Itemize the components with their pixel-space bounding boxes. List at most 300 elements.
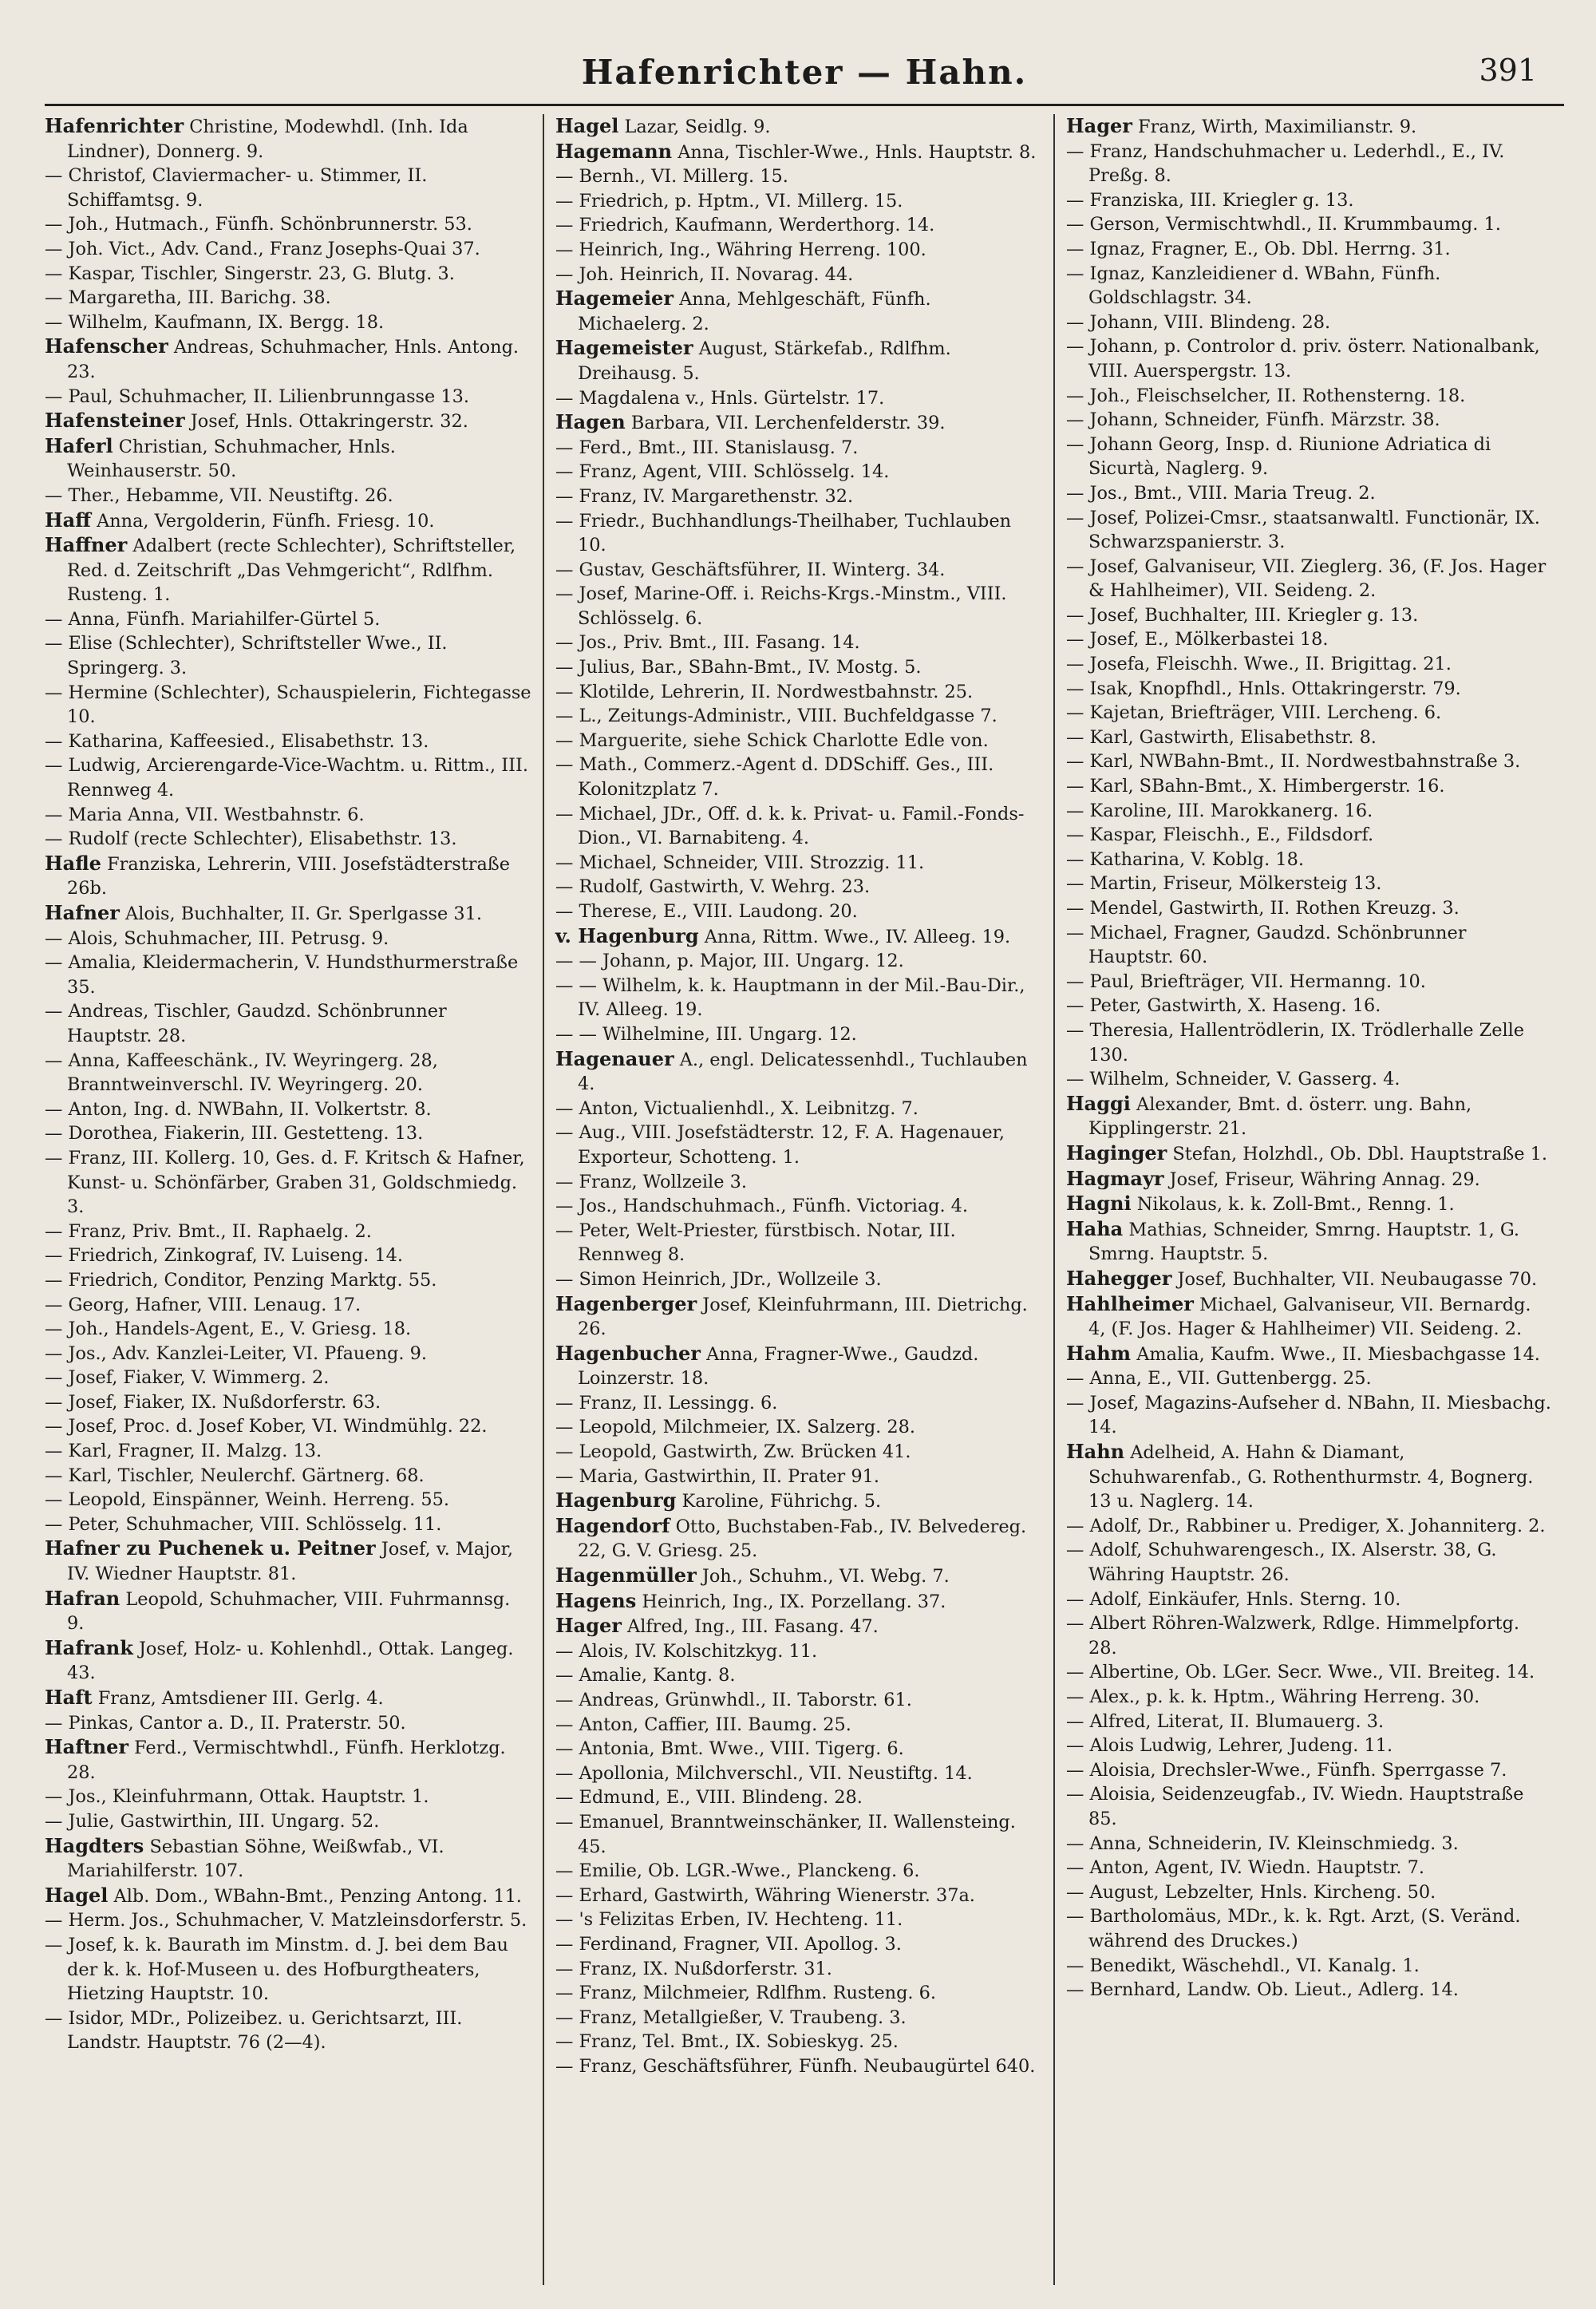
entry-text: — Isidor, MDr., Polizeibez. u. Gerichtsarzt, III. Landstr. Hauptstr. 76 (2—4). xyxy=(45,2007,463,2054)
entry-text: — Maria, Gastwirthin, II. Prater 91. xyxy=(555,1465,879,1487)
directory-entry xyxy=(45,1414,531,1439)
directory-entry xyxy=(555,899,1042,924)
directory-entry xyxy=(45,262,531,287)
entry-text: — L., Zeitungs-Administr., VIII. Buchfeldgasse 7. xyxy=(555,706,998,727)
directory-entry xyxy=(45,1146,531,1220)
entry-text: — Karl, NWBahn-Bmt., II. Nordwestbahnstraße 3. xyxy=(1066,751,1521,773)
directory-entry xyxy=(555,1465,1042,1489)
entry-text: — Ferdinand, Fragner, VII. Apollog. 3. xyxy=(555,1933,902,1955)
entry-text: — Math., Commerz.-Agent d. DDSchiff. Ges., III. Kolonitzplatz 7. xyxy=(555,754,994,801)
directory-entry xyxy=(555,1884,1042,1908)
entry-text: — Josefa, Fleischh. Wwe., II. Brigittag. 21. xyxy=(1066,654,1452,675)
entry-text: — Adolf, Schuhwarengesch., IX. Alserstr. 38, G. Währing Hauptstr. 26. xyxy=(1066,1540,1497,1586)
directory-entry xyxy=(45,385,531,409)
entry-surname: Haffner xyxy=(45,533,128,557)
entry-text: — Paul, Briefträger, VII. Hermanng. 10. xyxy=(1066,971,1426,992)
entry-surname: Hafenrichter xyxy=(45,114,184,137)
entry-text: — Dorothea, Fiakerin, III. Gestetteng. 13. xyxy=(45,1123,424,1145)
entry-text: — Friedrich, Conditor, Penzing Marktg. 55. xyxy=(45,1269,437,1291)
entry-text: — Bernhard, Landw. Ob. Lieut., Adlerg. 14. xyxy=(1066,1979,1459,2001)
entry-text: — Bernh., VI. Millerg. 15. xyxy=(555,166,788,188)
entry-text: — Franz, Metallgießer, V. Traubeng. 3. xyxy=(555,2007,907,2028)
entry-surname: Hagemann xyxy=(555,139,673,163)
column-left xyxy=(45,114,543,2285)
directory-entry xyxy=(45,927,531,951)
directory-entry xyxy=(1066,506,1553,555)
directory-entry xyxy=(555,2006,1042,2030)
directory-entry xyxy=(1066,726,1553,750)
directory-entry xyxy=(1066,627,1553,652)
entry-surname: Hafenscher xyxy=(45,334,168,358)
entry-text: — Hermine (Schlechter), Schauspielerin, Fichtegasse 10. xyxy=(45,682,531,728)
directory-entry xyxy=(1066,1954,1553,1979)
entry-text: — Friedr., Buchhandlungs-Theilhaber, Tuchlauben 10. xyxy=(555,510,1012,556)
directory-entry xyxy=(1066,921,1553,970)
entry-surname: Haggi xyxy=(1066,1091,1131,1115)
directory-entry xyxy=(1066,1685,1553,1710)
directory-entry xyxy=(1066,1342,1553,1367)
entry-text: Otto, Buchstaben-Fab., IV. Belvedereg. 22, G. V. Griesg. 25. xyxy=(578,1516,1027,1562)
entry-text: — August, Lebzelter, Hnls. Kircheng. 50. xyxy=(1066,1881,1436,1903)
directory-entry xyxy=(45,1317,531,1342)
entry-text: Amalia, Kaufm. Wwe., II. Miesbachgasse 14. xyxy=(1136,1343,1540,1365)
directory-entry xyxy=(45,1785,531,1809)
directory-entry xyxy=(1066,774,1553,799)
entry-text: — Adolf, Einkäufer, Hnls. Sterng. 10. xyxy=(1066,1588,1401,1610)
entry-text: — Franz, IX. Nußdorferstr. 31. xyxy=(555,1958,832,1979)
entry-text: Barbara, VII. Lerchenfelderstr. 39. xyxy=(630,413,946,434)
entry-text: — Antonia, Bmt. Wwe., VIII. Tigerg. 6. xyxy=(555,1738,904,1760)
entry-text: — Anna, Kaffeeschänk., IV. Weyringerg. 28, Branntweinverschl. IV. Weyringerg. 20. xyxy=(45,1050,438,1096)
entry-text: — Franz, Agent, VIII. Schlösselg. 14. xyxy=(555,461,890,483)
directory-entry xyxy=(555,410,1042,436)
directory-entry xyxy=(1066,1782,1553,1831)
entry-text: — Franz, Tel. Bmt., IX. Sobieskyg. 25. xyxy=(555,2031,899,2053)
entry-text: — Anton, Ing. d. NWBahn, II. Volkertstr. 8. xyxy=(45,1098,432,1120)
directory-entry xyxy=(555,1440,1042,1465)
directory-entry xyxy=(555,1589,1042,1615)
directory-entry xyxy=(45,1636,531,1686)
directory-entry xyxy=(45,2007,531,2055)
directory-entry xyxy=(1066,823,1553,848)
entry-text: Franz, Amtsdiener III. Gerlg. 4. xyxy=(97,1688,384,1709)
directory-entry xyxy=(1066,1366,1553,1391)
directory-entry xyxy=(555,114,1042,140)
directory-entry xyxy=(1066,310,1553,335)
entry-text: — Bartholomäus, MDr., k. k. Rgt. Arzt, (S. Veränd. während des Druckes.) xyxy=(1066,1906,1521,1951)
directory-entry xyxy=(45,310,531,335)
directory-entry xyxy=(1066,262,1553,310)
directory-entry xyxy=(555,1267,1042,1292)
entry-text: — Josef, Polizei-Cmsr., staatsanwaltl. Functionär, IX. Schwarzspanierstr. 3. xyxy=(1066,507,1540,553)
directory-entry xyxy=(555,1342,1042,1391)
entry-surname: Hafle xyxy=(45,851,101,875)
entry-text: Sebastian Söhne, Weißwfab., VI. Mariahilferstr. 107. xyxy=(67,1836,444,1882)
directory-entry xyxy=(555,509,1042,558)
entry-text: — Simon Heinrich, JDr., Wollzeile 3. xyxy=(555,1268,882,1290)
directory-entry xyxy=(1066,1710,1553,1734)
entry-text: — Magdalena v., Hnls. Gürtelstr. 17. xyxy=(555,387,885,409)
entry-text: — Friedrich, p. Hptm., VI. Millerg. 15. xyxy=(555,190,903,212)
directory-entry xyxy=(45,1809,531,1834)
directory-entry xyxy=(45,164,531,212)
entry-surname: Hagenbucher xyxy=(555,1341,701,1365)
entry-text: — Josef, Fiaker, IX. Nußdorferstr. 63. xyxy=(45,1391,381,1413)
directory-entry xyxy=(555,2030,1042,2054)
directory-entry xyxy=(45,1293,531,1318)
entry-text: — Joh., Handels-Agent, E., V. Griesg. 18. xyxy=(45,1319,412,1340)
directory-entry xyxy=(555,1639,1042,1664)
entry-text: Joh., Schuhm., VI. Webg. 7. xyxy=(701,1566,950,1587)
entry-text: — Paul, Schuhmacher, II. Lilienbrunngasse 13. xyxy=(45,385,470,407)
entry-text: Alexander, Bmt. d. österr. ung. Bahn, Kipplingerstr. 21. xyxy=(1088,1093,1472,1140)
directory-entry xyxy=(555,1121,1042,1169)
directory-entry xyxy=(45,681,531,729)
directory-entry xyxy=(45,1884,531,1909)
entry-text: — Josef, E., Mölkerbastei 18. xyxy=(1066,629,1329,650)
entry-text: Andreas, Schuhmacher, Hnls. Antong. 23. xyxy=(67,337,519,382)
directory-entry xyxy=(1066,1514,1553,1539)
directory-entry xyxy=(1066,1856,1553,1880)
directory-entry xyxy=(555,851,1042,876)
directory-entry xyxy=(555,1194,1042,1219)
directory-entry xyxy=(1066,1391,1553,1440)
entry-text: — Emilie, Ob. LGR.-Wwe., Planckeng. 6. xyxy=(555,1860,920,1882)
page-title: Hafenrichter — Hahn. xyxy=(581,53,1028,92)
entry-text: — Ignaz, Fragner, E., Ob. Dbl. Herrng. 31. xyxy=(1066,238,1451,259)
directory-entry xyxy=(555,189,1042,214)
directory-entry xyxy=(1066,1611,1553,1660)
entry-surname: Hafran xyxy=(45,1586,120,1610)
entry-surname: Haff xyxy=(45,508,91,532)
entry-text: — Jos., Adv. Kanzlei-Leiter, VI. Pfaueng. 9. xyxy=(45,1342,427,1364)
entry-text: — Alois Ludwig, Lehrer, Judeng. 11. xyxy=(1066,1735,1393,1757)
directory-entry xyxy=(555,1663,1042,1688)
entry-surname: Hagenburg xyxy=(555,1489,677,1512)
entry-text: — Jos., Kleinfuhrmann, Ottak. Hauptstr. 1. xyxy=(45,1786,429,1808)
entry-text: — Aug., VIII. Josefstädterstr. 12, F. A. Hagenauer, Exporteur, Schotteng. 1. xyxy=(555,1122,1005,1168)
entry-text: — Georg, Hafner, VIII. Lenaug. 17. xyxy=(45,1294,361,1315)
entry-text: Josef, v. Major, IV. Wiedner Hauptstr. 81. xyxy=(67,1539,513,1585)
directory-entry xyxy=(45,1735,531,1785)
directory-entry xyxy=(45,607,531,632)
directory-entry xyxy=(1066,896,1553,921)
entry-text: — Karoline, III. Marokkanerg. 16. xyxy=(1066,800,1373,821)
entry-text: Mathias, Schneider, Smrng. Hauptstr. 1, G. Smrng. Hauptstr. 5. xyxy=(1088,1219,1520,1265)
directory-entry xyxy=(45,1464,531,1489)
entry-surname: Hagendorf xyxy=(555,1513,670,1537)
entry-text: — Johann, Schneider, Fünfh. Märzstr. 38. xyxy=(1066,409,1440,431)
directory-entry xyxy=(1066,603,1553,628)
directory-entry xyxy=(45,729,531,754)
entry-text: — Mendel, Gastwirth, II. Rothen Kreuzg. 3. xyxy=(1066,898,1460,919)
entry-surname: v. Hagenburg xyxy=(555,923,699,947)
entry-text: Christian, Schuhmacher, Hnls. Weinhauserstr. 50. xyxy=(67,436,396,482)
entry-text: — Friedrich, Zinkograf, IV. Luiseng. 14. xyxy=(45,1245,403,1267)
directory-entry xyxy=(45,1488,531,1512)
directory-entry xyxy=(555,386,1042,411)
entry-surname: Hager xyxy=(1066,114,1132,137)
entry-text: — Jos., Priv. Bmt., III. Fasang. 14. xyxy=(555,632,860,654)
entry-text: — Rudolf, Gastwirth, V. Wehrg. 23. xyxy=(555,876,871,898)
entry-text: Anna, Rittm. Wwe., IV. Alleeg. 19. xyxy=(704,926,1011,947)
directory-entry xyxy=(1066,237,1553,262)
entry-text: — Leopold, Milchmeier, IX. Salzerg. 28. xyxy=(555,1417,916,1438)
entry-text: — Gustav, Geschäftsführer, II. Winterg. 34. xyxy=(555,559,946,580)
entry-text: — Martin, Friseur, Mölkersteig 13. xyxy=(1066,873,1382,895)
entry-text: Stefan, Holzhdl., Ob. Dbl. Hauptstraße 1. xyxy=(1172,1143,1547,1164)
directory-entry xyxy=(45,901,531,927)
entry-surname: Hagenberger xyxy=(555,1291,697,1315)
directory-entry xyxy=(1066,140,1553,188)
entry-text: — Ludwig, Arcierengarde-Vice-Wachtm. u. Rittm., III. Rennweg 4. xyxy=(45,755,528,801)
directory-entry xyxy=(1066,1217,1553,1267)
directory-entry xyxy=(45,484,531,508)
directory-entry xyxy=(45,1366,531,1390)
entry-surname: Hagni xyxy=(1066,1192,1132,1216)
directory-entry xyxy=(45,1342,531,1366)
directory-entry xyxy=(555,164,1042,189)
directory-entry xyxy=(555,1047,1042,1097)
entry-text: A., engl. Delicatessenhdl., Tuchlauben 4. xyxy=(578,1049,1028,1095)
entry-text: — Franz, Priv. Bmt., II. Raphaelg. 2. xyxy=(45,1220,372,1242)
entry-text: — Maria Anna, VII. Westbahnstr. 6. xyxy=(45,804,365,825)
directory-entry xyxy=(555,582,1042,631)
entry-text: — Christof, Claviermacher- u. Stimmer, II. Schiffamtsg. 9. xyxy=(45,165,428,211)
directory-entry xyxy=(45,1908,531,1933)
entry-text: — Karl, Gastwirth, Elisabethstr. 8. xyxy=(1066,726,1377,748)
entry-text: — Joh., Hutmach., Fünfh. Schönbrunnerstr. 53. xyxy=(45,214,472,235)
directory-entry xyxy=(1066,970,1553,994)
entry-text: — Aloisia, Seidenzeugfab., IV. Wiedn. Hauptstraße 85. xyxy=(1066,1784,1524,1829)
entry-text: — Peter, Welt-Priester, fürstbisch. Notar, III. Rennweg 8. xyxy=(555,1220,956,1266)
entry-text: — Leopold, Einspänner, Weinh. Herreng. 55. xyxy=(45,1489,450,1511)
entry-surname: Hagenmüller xyxy=(555,1564,697,1587)
entry-text: — Joh. Vict., Adv. Cand., Franz Josephs-Quai 37. xyxy=(45,238,480,259)
directory-entry xyxy=(45,852,531,901)
columns-container xyxy=(45,114,1564,2285)
directory-entry xyxy=(45,1512,531,1537)
directory-entry xyxy=(555,1292,1042,1342)
entry-text: Michael, Galvaniseur, VII. Bernardg. 4, (F. Jos. Hager & Hahlheimer) VII. Seideng. 2. xyxy=(1088,1294,1531,1340)
entry-text: — Andreas, Tischler, Gaudzd. Schönbrunner Hauptstr. 28. xyxy=(45,1001,447,1046)
directory-entry xyxy=(1066,1880,1553,1905)
directory-entry xyxy=(45,1834,531,1884)
directory-entry xyxy=(45,1243,531,1268)
entry-text: Adelheid, A. Hahn & Diamant, Schuhwarenfab., G. Rothenthurmstr. 4, Bognerg. 13 u. Naglerg. 14. xyxy=(1088,1442,1534,1512)
entry-text: — Josef, Marine-Off. i. Reichs-Krgs.-Minstm., VIII. Schlösselg. 6. xyxy=(555,583,1007,629)
directory-entry xyxy=(1066,433,1553,481)
entry-text: — Pinkas, Cantor a. D., II. Praterstr. 50. xyxy=(45,1712,406,1734)
entry-text: — Alex., p. k. k. Hptm., Währing Herreng. 30. xyxy=(1066,1686,1480,1707)
entry-text: Josef, Kleinfuhrmann, III. Dietrichg. 26. xyxy=(578,1294,1028,1340)
directory-entry xyxy=(555,140,1042,165)
entry-text: Josef, Friseur, Währing Annag. 29. xyxy=(1169,1168,1480,1190)
entry-text: — Franz, III. Kollerg. 10, Ges. d. F. Kritsch & Hafner, Kunst- u. Schönfärber, Graben 31, Goldschmiedg. 3. xyxy=(45,1147,525,1218)
directory-entry xyxy=(555,680,1042,705)
directory-entry xyxy=(555,974,1042,1022)
directory-entry xyxy=(555,1022,1042,1047)
entry-surname: Hagdters xyxy=(45,1833,144,1857)
entry-text: Christine, Modewhdl. (Inh. Ida Lindner), Donnerg. 9. xyxy=(67,117,468,162)
entry-text: — Josef, Galvaniseur, VII. Zieglerg. 36, (F. Jos. Hager & Hahlheimer), VII. Seideng. 2. xyxy=(1066,556,1547,602)
entry-surname: Hagemeier xyxy=(555,287,674,310)
entry-text: — Franziska, III. Kriegler g. 13. xyxy=(1066,189,1354,211)
entry-text: — Michael, Fragner, Gaudzd. Schönbrunner Hauptstr. 60. xyxy=(1066,922,1467,968)
directory-entry xyxy=(1066,1067,1553,1092)
directory-entry xyxy=(45,334,531,384)
directory-entry xyxy=(555,558,1042,583)
entry-text: Heinrich, Ing., IX. Porzellang. 37. xyxy=(642,1591,946,1612)
entry-surname: Hagen xyxy=(555,410,626,434)
entry-text: — Emanuel, Branntweinschänker, II. Wallensteing. 45. xyxy=(555,1811,1016,1857)
entry-text: Anna, Tischler-Wwe., Hnls. Hauptstr. 8. xyxy=(678,141,1037,163)
entry-surname: Hagenauer xyxy=(555,1046,674,1070)
directory-entry xyxy=(1066,1758,1553,1783)
entry-text: — Alois, Schuhmacher, III. Petrusg. 9. xyxy=(45,927,389,949)
entry-text: — Franz, II. Lessingg. 6. xyxy=(555,1392,778,1413)
entry-text: — Herm. Jos., Schuhmacher, V. Matzleinsdorferstr. 5. xyxy=(45,1910,527,1931)
entry-text: — Amalie, Kantg. 8. xyxy=(555,1665,736,1686)
directory-entry xyxy=(45,753,531,802)
directory-entry xyxy=(555,1219,1042,1267)
entry-text: — Therese, E., VIII. Laudong. 20. xyxy=(555,901,858,922)
directory-entry xyxy=(1066,799,1553,824)
directory-entry xyxy=(45,1711,531,1736)
entry-text: — Margaretha, III. Barichg. 38. xyxy=(45,287,331,309)
directory-entry xyxy=(1066,1092,1553,1141)
directory-entry xyxy=(45,631,531,680)
directory-entry xyxy=(555,1097,1042,1121)
entry-text: August, Stärkefab., Rdlfhm. Dreihausg. 5. xyxy=(578,338,951,384)
entry-text: — Jos., Handschuhmach., Fünfh. Victoriag. 4. xyxy=(555,1196,969,1217)
directory-entry xyxy=(1066,1904,1553,1953)
directory-entry xyxy=(555,1859,1042,1884)
entry-surname: Haft xyxy=(45,1686,93,1709)
directory-entry xyxy=(555,753,1042,801)
entry-text: — 's Felizitas Erben, IV. Hechteng. 11. xyxy=(555,1909,903,1931)
directory-entry xyxy=(45,1686,531,1711)
entry-surname: Hafner zu Puchenek u. Peitner xyxy=(45,1536,376,1560)
directory-entry xyxy=(555,1737,1042,1761)
directory-entry xyxy=(1066,1832,1553,1856)
directory-entry xyxy=(1066,1660,1553,1685)
directory-entry xyxy=(1066,1587,1553,1612)
entry-text: — Elise (Schlechter), Schriftsteller Wwe., II. Springerg. 3. xyxy=(45,633,448,679)
entry-text: Alois, Buchhalter, II. Gr. Sperlgasse 31. xyxy=(125,903,482,924)
entry-surname: Hafrank xyxy=(45,1635,133,1659)
directory-entry xyxy=(45,1439,531,1464)
entry-surname: Hagel xyxy=(45,1883,109,1907)
entry-text: — Franz, Wollzeile 3. xyxy=(555,1171,747,1192)
entry-text: Josef, Hnls. Ottakringerstr. 32. xyxy=(190,411,468,433)
directory-entry xyxy=(1066,408,1553,433)
directory-entry xyxy=(555,1564,1042,1589)
entry-text: Karoline, Führichg. 5. xyxy=(681,1491,882,1512)
entry-text: — Ther., Hebamme, VII. Neustiftg. 26. xyxy=(45,484,393,506)
entry-text: — Anna, Schneiderin, IV. Kleinschmiedg. 3. xyxy=(1066,1833,1459,1854)
directory-entry xyxy=(45,286,531,310)
directory-entry xyxy=(555,924,1042,950)
entry-text: — Friedrich, Kaufmann, Werderthorg. 14. xyxy=(555,215,935,236)
directory-entry xyxy=(1066,1018,1553,1067)
entry-text: — Andreas, Grünwhdl., II. Taborstr. 61. xyxy=(555,1690,912,1710)
directory-entry xyxy=(555,1908,1042,1932)
entry-text: — Johann, VIII. Blindeng. 28. xyxy=(1066,311,1331,333)
directory-entry xyxy=(1066,701,1553,726)
entry-text: — Apollonia, Milchverschl., VII. Neustiftg. 14. xyxy=(555,1762,973,1784)
entry-text: — Aloisia, Drechsler-Wwe., Fünfh. Sperrgasse 7. xyxy=(1066,1759,1507,1781)
entry-text: — — Johann, p. Major, III. Ungarg. 12. xyxy=(555,951,904,972)
entry-text: — Erhard, Gastwirth, Währing Wienerstr. 37a. xyxy=(555,1884,975,1906)
entry-text: — Adolf, Dr., Rabbiner u. Prediger, X. Johanniterg. 2. xyxy=(1066,1515,1546,1536)
entry-text: — Theresia, Hallentrödlerin, IX. Trödlerhalle Zelle 130. xyxy=(1066,1019,1525,1066)
directory-entry xyxy=(1066,384,1553,409)
entry-text: Nikolaus, k. k. Zoll-Bmt., Renng. 1. xyxy=(1136,1194,1455,1216)
entry-text: — Klotilde, Lehrerin, II. Nordwestbahnstr. 25. xyxy=(555,681,974,702)
entry-text: — Michael, Schneider, VIII. Strozzig. 11. xyxy=(555,852,925,873)
directory-entry xyxy=(555,1614,1042,1639)
column-right xyxy=(1053,114,1564,2285)
directory-entry xyxy=(1066,1538,1553,1587)
directory-entry xyxy=(555,1761,1042,1786)
directory-entry xyxy=(45,1390,531,1415)
directory-entry xyxy=(1066,114,1553,140)
directory-entry xyxy=(555,655,1042,680)
entry-text: — Alois, IV. Kolschitzkyg. 11. xyxy=(555,1640,818,1662)
directory-entry xyxy=(555,631,1042,655)
entry-text: — Franz, Milchmeier, Rdlfhm. Rusteng. 6. xyxy=(555,1983,937,2004)
directory-entry xyxy=(45,114,531,164)
directory-entry xyxy=(555,1932,1042,1957)
directory-entry xyxy=(45,212,531,237)
entry-text: — Rudolf (recte Schlechter), Elisabethstr. 13. xyxy=(45,828,457,850)
page-header xyxy=(45,48,1564,106)
directory-entry xyxy=(1066,872,1553,896)
entry-text: — Josef, Buchhalter, III. Kriegler g. 13. xyxy=(1066,604,1419,626)
directory-entry xyxy=(45,1536,531,1586)
directory-entry xyxy=(555,436,1042,461)
entry-surname: Haha xyxy=(1066,1216,1124,1240)
directory-entry xyxy=(1066,1734,1553,1758)
directory-entry xyxy=(1066,677,1553,702)
entry-surname: Hahegger xyxy=(1066,1266,1172,1290)
directory-entry xyxy=(1066,334,1553,383)
entry-text: — Katharina, Kaffeesied., Elisabethstr. 13. xyxy=(45,730,429,752)
entry-text: — Josef, Proc. d. Josef Kober, VI. Windmühlg. 22. xyxy=(45,1416,488,1437)
directory-entry xyxy=(45,999,531,1048)
entry-text: — Anna, E., VII. Guttenbergg. 25. xyxy=(1066,1368,1372,1390)
entry-text: — Alfred, Literat, II. Blumauerg. 3. xyxy=(1066,1710,1385,1732)
directory-entry xyxy=(1066,1267,1553,1292)
directory-entry xyxy=(555,1785,1042,1810)
entry-surname: Haferl xyxy=(45,433,113,457)
directory-entry xyxy=(555,460,1042,484)
directory-entry xyxy=(555,1810,1042,1859)
directory-entry xyxy=(555,484,1042,509)
entry-text: — Edmund, E., VIII. Blindeng. 28. xyxy=(555,1787,863,1809)
directory-entry xyxy=(45,1121,531,1146)
directory-entry xyxy=(555,1981,1042,2006)
entry-text: Anna, Vergolderin, Fünfh. Friesg. 10. xyxy=(97,510,435,532)
directory-entry xyxy=(555,238,1042,263)
entry-text: — Leopold, Gastwirth, Zw. Brücken 41. xyxy=(555,1441,911,1463)
directory-entry xyxy=(555,1688,1042,1713)
entry-text: — — Wilhelm, k. k. Hauptmann in der Mil.-Bau-Dir., IV. Alleeg. 19. xyxy=(555,975,1025,1021)
directory-entry xyxy=(555,729,1042,753)
entry-text: Franz, Wirth, Maximilianstr. 9. xyxy=(1138,117,1417,137)
directory-entry xyxy=(1066,1292,1553,1342)
